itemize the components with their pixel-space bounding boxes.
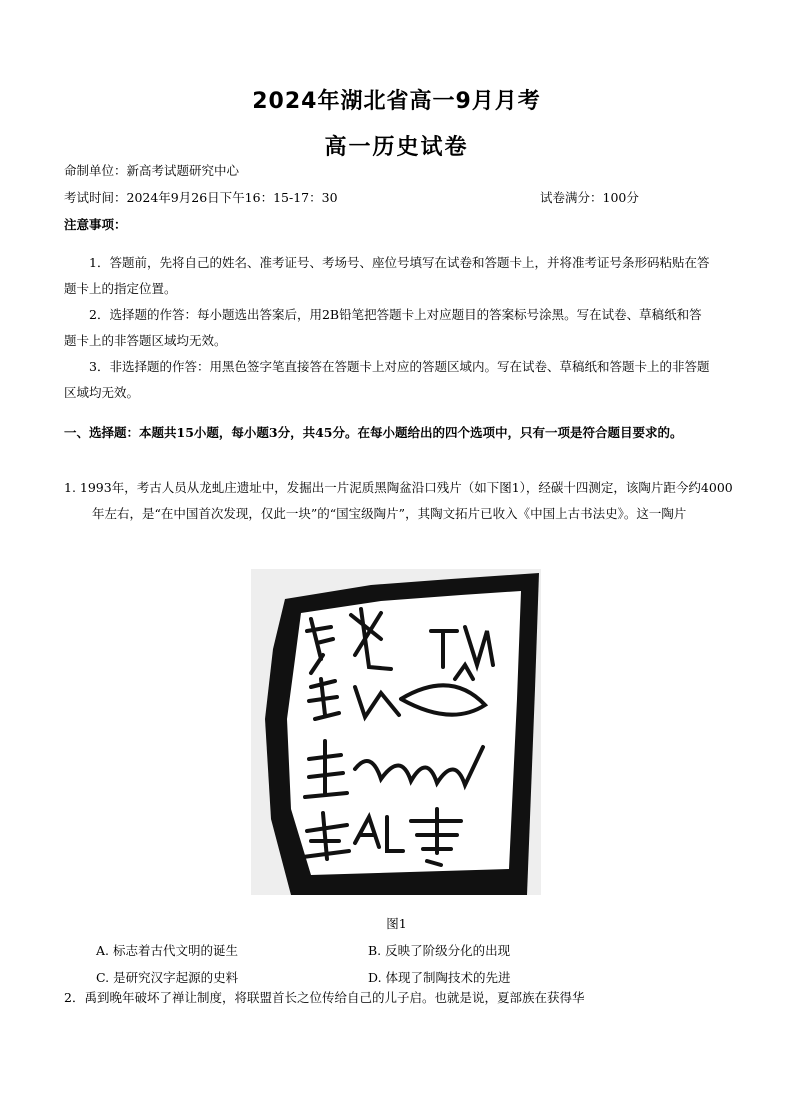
- exam-subtitle: 高一历史试卷: [324, 135, 469, 160]
- notice-item-1: 1．答题前，先将自己的姓名、准考证号、考场号、座位号填写在试卷和答题卡上，并将准考证号条形码粘贴在答题卡上的指定位置。: [64, 255, 710, 296]
- notice-item-3: 3．非选择题的作答：用黑色签字笔直接答在答题卡上对应的答题区域内。写在试卷、草稿纸和答题卡上的非答题区域均无效。: [64, 359, 710, 400]
- figure-1-caption: 图1: [386, 916, 407, 931]
- exam-time: 考试时间：2024年9月26日下午16：15-17：30: [64, 190, 338, 205]
- notice-item-2: 2．选择题的作答：每小题选出答案后，用2B铅笔把答题卡上对应题目的答案标号涂黑。写在试卷、草稿纸和答题卡上的非答题区域均无效。: [64, 307, 702, 348]
- option-d: D. 体现了制陶技术的先进: [368, 970, 511, 985]
- notice-list: [64, 250, 714, 406]
- question-2-stem: 2．禹到晚年破坏了禅让制度，将联盟首长之位传给自己的儿子启。也就是说，夏部族在获得华: [64, 990, 585, 1005]
- question-1-stem: 1. 1993年，考古人员从龙虬庄遗址中，发掘出一片泥质黑陶盆沿口残片（如下图1），经碳十四测定，该陶片距今约4000年左右，是“在中国首次发现，仅此一块”的“国宝级陶片”，其陶文拓片已收入《中国上古书法史》。这一陶片: [64, 480, 733, 521]
- option-b: B. 反映了阶级分化的出现: [368, 943, 511, 958]
- notice-heading: 注意事项：: [64, 217, 127, 232]
- section-1-heading: 一、选择题：本题共15小题，每小题3分，共45分。在每小题给出的四个选项中，只有一项是符合题目要求的。: [64, 425, 683, 440]
- full-score: 试卷满分：100分: [540, 190, 639, 205]
- exam-title: 2024年湖北省高一9月月考: [252, 89, 541, 114]
- option-c: C. 是研究汉字起源的史料: [96, 970, 239, 985]
- option-a: A. 标志着古代文明的诞生: [96, 943, 238, 958]
- compile-unit: 命制单位：新高考试题研究中心: [64, 163, 240, 178]
- pottery-shard-image: [251, 569, 541, 895]
